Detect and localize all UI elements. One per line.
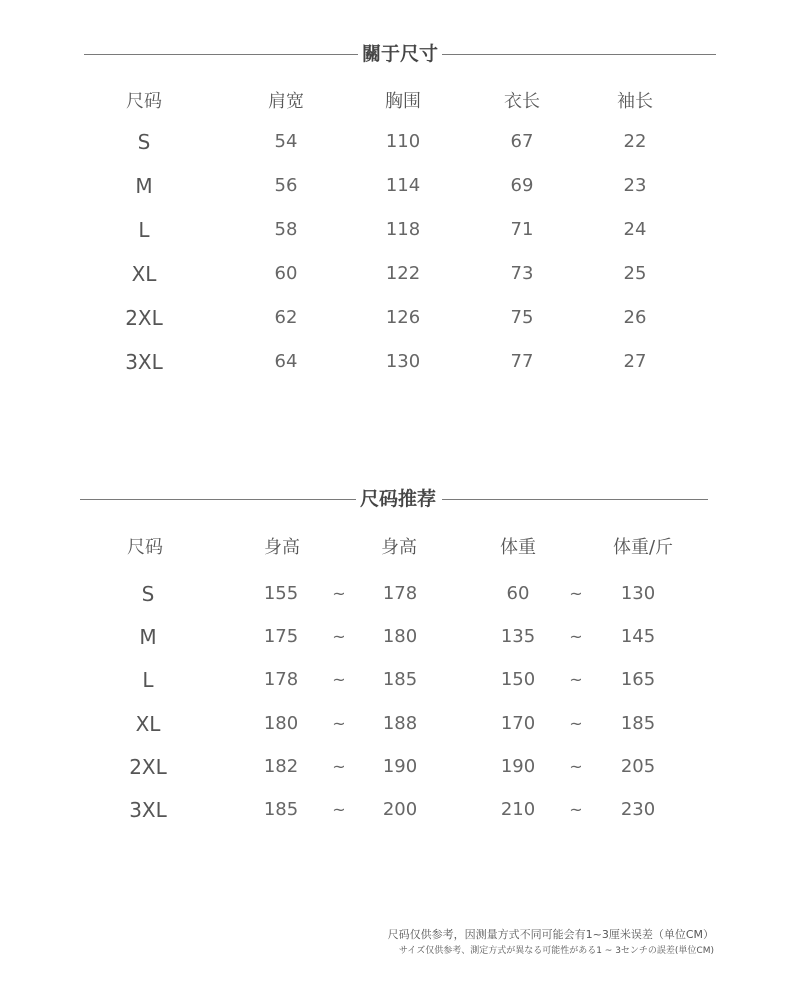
header-rule-right bbox=[442, 54, 716, 55]
cell-height-max: 200 bbox=[382, 799, 418, 820]
header-sleeve: 袖长 bbox=[617, 91, 653, 112]
cell-weight-min: 135 bbox=[500, 626, 536, 648]
cell-size: XL bbox=[131, 262, 157, 286]
footnote-chinese: 尺码仅供参考，因测量方式不同可能会有1~3厘米误差（单位CM） bbox=[387, 928, 714, 941]
cell-weight-max: 230 bbox=[620, 799, 656, 820]
cell-size: 2XL bbox=[125, 306, 163, 330]
cell-height-min: 155 bbox=[263, 583, 299, 604]
cell-weight-max: 165 bbox=[620, 669, 656, 691]
cell-height-min: 185 bbox=[263, 799, 299, 820]
cell-height-min: 178 bbox=[263, 669, 299, 691]
height-range-tilde: ~ bbox=[332, 584, 346, 603]
cell-sleeve: 24 bbox=[623, 219, 647, 240]
cell-height-min: 182 bbox=[263, 755, 299, 777]
cell-sleeve: 27 bbox=[623, 351, 647, 372]
cell-sleeve: 22 bbox=[623, 131, 647, 152]
weight-range-tilde: ~ bbox=[569, 756, 583, 776]
height-range-tilde: ~ bbox=[332, 756, 346, 776]
header-length: 衣长 bbox=[504, 91, 540, 112]
cell-weight-min: 60 bbox=[506, 583, 530, 604]
cell-height-min: 175 bbox=[263, 626, 299, 648]
cell-size: 2XL bbox=[129, 754, 167, 779]
cell-shoulder: 56 bbox=[274, 175, 298, 196]
cell-weight-max: 185 bbox=[620, 712, 656, 734]
cell-size: M bbox=[135, 174, 153, 198]
cell-chest: 118 bbox=[385, 219, 421, 240]
cell-chest: 126 bbox=[385, 307, 421, 328]
weight-range-tilde: ~ bbox=[569, 800, 583, 819]
height-range-tilde: ~ bbox=[332, 670, 346, 690]
cell-chest: 114 bbox=[385, 175, 421, 196]
header-rule-right bbox=[442, 499, 708, 500]
cell-height-max: 180 bbox=[382, 626, 418, 648]
cell-size: L bbox=[142, 668, 154, 693]
header-shoulder: 肩宽 bbox=[268, 91, 304, 112]
about-size-header bbox=[80, 42, 716, 66]
header-rule-left bbox=[84, 54, 358, 55]
weight-range-tilde: ~ bbox=[569, 627, 583, 647]
header-size: 尺码 bbox=[126, 91, 162, 112]
cell-size: XL bbox=[135, 711, 161, 736]
cell-weight-max: 145 bbox=[620, 626, 656, 648]
header-chest: 胸围 bbox=[385, 91, 421, 112]
cell-length: 77 bbox=[510, 351, 534, 372]
height-range-tilde: ~ bbox=[332, 713, 346, 733]
cell-size: S bbox=[141, 582, 155, 606]
cell-shoulder: 64 bbox=[274, 351, 298, 372]
cell-weight-max: 130 bbox=[620, 583, 656, 604]
header-height-max: 身高 bbox=[381, 537, 417, 558]
cell-weight-max: 205 bbox=[620, 755, 656, 777]
size-recommend-title: 尺码推荐 bbox=[360, 488, 437, 510]
cell-size: L bbox=[138, 218, 150, 242]
cell-size: S bbox=[137, 130, 151, 154]
cell-length: 75 bbox=[510, 307, 534, 328]
weight-range-tilde: ~ bbox=[569, 584, 583, 603]
header-height-min: 身高 bbox=[264, 537, 300, 558]
cell-sleeve: 26 bbox=[623, 307, 647, 328]
cell-size: 3XL bbox=[125, 350, 163, 374]
cell-length: 67 bbox=[510, 131, 534, 152]
cell-shoulder: 60 bbox=[274, 263, 298, 284]
cell-weight-min: 170 bbox=[500, 712, 536, 734]
header-rule-left bbox=[80, 499, 356, 500]
header-weight-min: 体重 bbox=[500, 537, 536, 558]
cell-height-min: 180 bbox=[263, 712, 299, 734]
cell-weight-min: 190 bbox=[500, 755, 536, 777]
cell-height-max: 185 bbox=[382, 669, 418, 691]
header-weight-max: 体重/斤 bbox=[612, 537, 674, 558]
cell-chest: 130 bbox=[385, 351, 421, 372]
height-range-tilde: ~ bbox=[332, 800, 346, 819]
cell-weight-min: 210 bbox=[500, 799, 536, 820]
cell-sleeve: 23 bbox=[623, 175, 647, 196]
footnote-japanese: サイズ仅供参考、測定方式が異なる可能性がある1 ~ 3センチの誤差(単位CM) bbox=[398, 946, 714, 956]
about-size-title: 關于尺寸 bbox=[362, 43, 439, 65]
cell-size: M bbox=[139, 625, 157, 650]
cell-length: 71 bbox=[510, 219, 534, 240]
cell-chest: 110 bbox=[385, 131, 421, 152]
weight-range-tilde: ~ bbox=[569, 670, 583, 690]
cell-shoulder: 62 bbox=[274, 307, 298, 328]
cell-length: 69 bbox=[510, 175, 534, 196]
cell-size: 3XL bbox=[129, 798, 167, 822]
cell-length: 73 bbox=[510, 263, 534, 284]
cell-height-max: 188 bbox=[382, 712, 418, 734]
cell-weight-min: 150 bbox=[500, 669, 536, 691]
weight-range-tilde: ~ bbox=[569, 713, 583, 733]
size-recommend-header bbox=[80, 487, 716, 511]
cell-shoulder: 58 bbox=[274, 219, 298, 240]
cell-sleeve: 25 bbox=[623, 263, 647, 284]
cell-height-max: 190 bbox=[382, 755, 418, 777]
header-size: 尺码 bbox=[127, 537, 163, 558]
cell-height-max: 178 bbox=[382, 583, 418, 604]
cell-chest: 122 bbox=[385, 263, 421, 284]
cell-shoulder: 54 bbox=[274, 131, 298, 152]
height-range-tilde: ~ bbox=[332, 627, 346, 647]
